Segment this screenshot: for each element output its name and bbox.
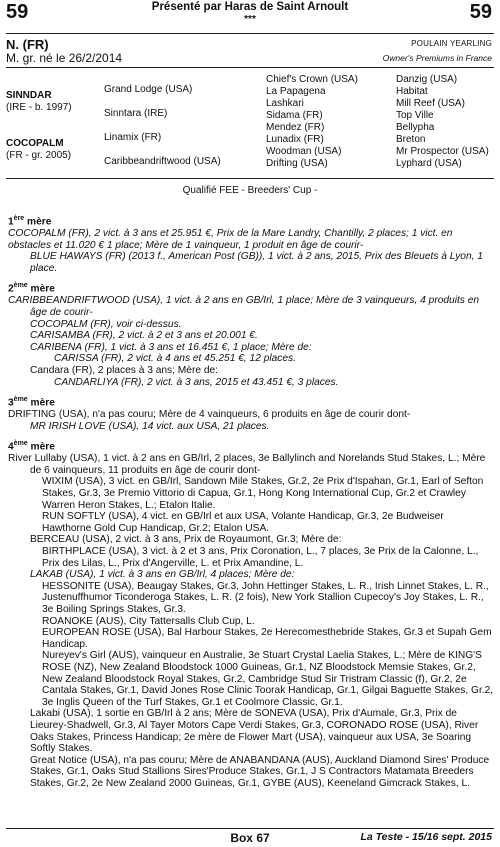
pedigree-gen4-6: Breton — [396, 134, 426, 145]
pedigree-gen4-8: Lyphard (USA) — [396, 158, 462, 169]
pedigree-gen3-8: Drifting (USA) — [266, 158, 328, 169]
pedigree-gen2-2: Sinntara (IRE) — [104, 108, 168, 119]
pedigree-gen3-6: Lunadix (FR) — [266, 134, 324, 145]
pedigree-gen4-7: Mr Prospector (USA) — [396, 146, 489, 157]
dam4-produce-4: LAKAB (USA), 1 vict. à 3 ans en GB/Irl, 4 places; Mère de: — [30, 569, 295, 581]
dam4-produce-3: BERCEAU (USA), 2 vict. à 3 ans, Prix de Royaumont, Gr.3; Mère de: — [30, 534, 342, 546]
sex-class: POULAIN YEARLING — [411, 39, 492, 48]
pedigree-sire: SINNDAR — [6, 90, 52, 101]
dam4-heading: 4ème mère — [8, 440, 55, 453]
pedigree-table — [6, 74, 496, 178]
pedigree-top-rule — [6, 67, 494, 68]
pedigree-gen4-4: Top Ville — [396, 110, 434, 121]
pedigree-gen2-3: Linamix (FR) — [104, 132, 162, 143]
dam4-produce-2: RUN SOFTLY (USA), 4 vict. en GB/Irl et aux USA, Volante Handicap, Gr.3, 2e Budweiser Hawthorne Gold Cup Handicap, Gr.2; Etalon USA. — [42, 511, 444, 534]
pedigree-gen2-4: Caribbeandriftwood (USA) — [104, 156, 221, 167]
dam4-grandproduce-2: HESSONITE (USA), Beaugay Stakes, Gr.3, John Hettinger Stakes, L. R., Irish Linnet Stakes, L. R., Justenuffhumor Ticonderoga Stakes, L. R. (2 fois), New York Stallion Cupecoy's Joy Stakes, L. R., 3e Boiling Springs Stakes, Gr.3. — [42, 580, 489, 615]
pedigree-gen4-2: Habitat — [396, 86, 428, 97]
dam2-produce-4: Candara (FR), 2 places à 3 ans; Mère de: — [30, 364, 218, 376]
dam4-grandproduce-5: Nureyev's Girl (AUS), vainqueur en Australie, 3e Stuart Crystal Laelia Stakes, L.; Mère de KING'S ROSE (NZ), New Zealand Bloodstock 1000 Guineas, Gr.1, NZ Bloodstock Memsie Stakes, Gr.2, New Zealand Bloodstock Royal Stakes, Gr.2, Cambridge Stud Sir Tristram Classic (f), Gr.2, 2e Cantala Stakes, Gr.1, David Jones Rose Clinic Toorak Handicap, Gr.1, Gilgai Baguette Stakes, Gr.2, 3e Inglis Queen of the Turf Stakes, Gr.1 et Coolmore Classic, Gr.1. — [42, 650, 494, 708]
produce-record — [8, 207, 494, 789]
dam4-grandproduce-4: EUROPEAN ROSE (USA), Bal Harbour Stakes, 2e Herecomesthebride Stakes, Gr.3 et Supah Gem Handicap. — [42, 627, 492, 650]
dam3-produce: MR IRISH LOVE (USA), 14 vict. aux USA, 21 places. — [30, 420, 270, 432]
lot-number-left: 59 — [6, 1, 29, 23]
dam2-line: CARIBBEANDRIFTWOOD (USA), 1 vict. à 2 ans en GB/Irl, 1 place; Mère de 3 vainqueurs, 4 produits en âge de courir- — [8, 295, 480, 318]
pedigree-gen4-3: Mill Reef (USA) — [396, 98, 465, 109]
pedigree-dam-info: (FR - gr. 2005) — [6, 150, 72, 161]
dam2-produce-3: CARIBENA (FR), 1 vict. à 3 ans et 16.451 €, 1 place; Mère de: — [30, 341, 312, 353]
presented-by: Présenté par Haras de Saint Arnoult — [151, 1, 349, 13]
dam4-grandproduce-3: ROANOKE (AUS), City Tattersalls Club Cup, L. — [42, 615, 255, 627]
pedigree-gen3-3: Lashkari — [266, 98, 304, 109]
pedigree-gen3-2: La Papagena — [266, 86, 326, 97]
dam1-heading: 1ère mère — [8, 215, 52, 228]
dam4-line: River Lullaby (USA), 1 vict. à 2 ans en GB/Irl, 2 places, 3e Ballylinch and Norelands Stud Stakes, L.; Mère de 6 vainqueurs, 11 produits en âge de courir dont- — [8, 453, 486, 476]
pedigree-sire-info: (IRE - b. 1997) — [6, 102, 72, 113]
dam3-heading: 3ème mère — [8, 396, 55, 409]
dam2-produce-2: CARISAMBA (FR), 2 vict. à 2 et 3 ans et 20.001 €. — [30, 330, 258, 342]
sale-location-date: La Teste - 15/16 sept. 2015 — [360, 831, 492, 843]
dam4-produce-1: WIXIM (USA), 3 vict. en GB/Irl, Sandown Mile Stakes, Gr.2, 2e Prix d'Ispahan, Gr.1, Earl of Sefton Stakes, Gr.3, 3e Premio Vittorio di Capua, Gr.1, Hong Kong International Cup, Gr.2 et Crawley Warren Heron Stakes, L.; Etalon Italie. — [42, 476, 484, 511]
dam2-heading: 2ème mère — [8, 282, 55, 295]
dam3-line: DRIFTING (USA), n'a pas couru; Mère de 4 vainqueurs, 6 produits en âge de courir dont- — [8, 409, 411, 421]
pedigree-gen3-7: Woodman (USA) — [266, 146, 342, 157]
dam2-grandproduce-2: CANDARLIYA (FR), 2 vict. à 3 ans, 2015 et 43.451 €, 3 places. — [54, 376, 339, 388]
dam1-produce: BLUE HAWAYS (FR) (2013 f., American Post (GB)), 1 vict. à 2 ans, 2015, Prix des Bleuets à Lyon, 1 place. — [30, 251, 483, 274]
dam4-produce-6: Great Notice (USA), n'a pas couru; Mère de ANABANDANA (AUS), Auckland Diamond Sires' Produce Stakes, Gr.1, Oaks Stud Stallions Sires'Produce Stakes, Gr.1, J S Contractors Matamata Breeders Stakes, Gr.2, 2e New Zealand 2000 Guineas, Gr.1, GYBE (AUS), Keeneland Gimcrack Stakes, L. — [30, 754, 490, 789]
page-header — [0, 0, 500, 30]
pedigree-gen3-5: Mendez (FR) — [266, 122, 325, 133]
horse-info: M. gr. né le 26/2/2014 — [6, 51, 123, 65]
dam4-grandproduce-1: BIRTHPLACE (USA), 3 vict. à 2 et 3 ans, Prix Coronation, L., 7 places, 3e Prix de la Calonne, L., Prix des Lilas, L., Prix d'Angerville, L. et Prix Amandine, L. — [42, 546, 479, 569]
box-number: Box 67 — [230, 831, 270, 845]
dam4-produce-5: Lakabi (USA), 1 sortie en GB/Irl à 2 ans; Mère de SONEVA (USA), Prix d'Aumale, Gr.3, Prix de Lieurey-Shadwell, Gr.3, Al Tayer Motors Cape Verdi Stakes, Gr.3, CORONADO ROSE (USA), River Oaks Stakes, Princess Handicap; 2e mère de Flower Mart (USA), vainqueur aux USA, 3e Soaring Softly Stakes. — [30, 708, 479, 755]
dam1-line: COCOPALM (FR), 2 vict. à 3 ans et 25.951 €, Prix de la Mare Landry, Chantilly, 2 places; 1 vict. en obstacles et 11.020 € 1 place; Mère de 1 vainqueur, 1 produit en âge de courir- — [8, 227, 453, 251]
stars: *** — [244, 14, 256, 25]
lot-number-right: 59 — [469, 1, 492, 23]
dam2-grandproduce-1: CARISSA (FR), 2 vict. à 4 ans et 45.251 €, 12 places. — [54, 353, 296, 365]
page-footer — [0, 829, 500, 847]
pedigree-dam: COCOPALM — [6, 138, 64, 149]
pedigree-gen3-1: Chief's Crown (USA) — [266, 74, 358, 85]
qualification-line: Qualifié FEE - Breeders' Cup - — [182, 185, 318, 196]
pedigree-gen3-4: Sidama (FR) — [266, 110, 323, 121]
dam2-produce-1: COCOPALM (FR), voir ci-dessus. — [30, 318, 182, 330]
header-rule — [6, 33, 494, 34]
pedigree-gen2-1: Grand Lodge (USA) — [104, 84, 193, 95]
pedigree-bottom-rule — [6, 178, 494, 179]
pedigree-gen4-1: Danzig (USA) — [396, 74, 458, 85]
owners-premiums: Owner's Premiums in France — [382, 53, 492, 63]
horse-name: N. (FR) — [6, 37, 49, 52]
pedigree-gen4-5: Bellypha — [396, 122, 435, 133]
